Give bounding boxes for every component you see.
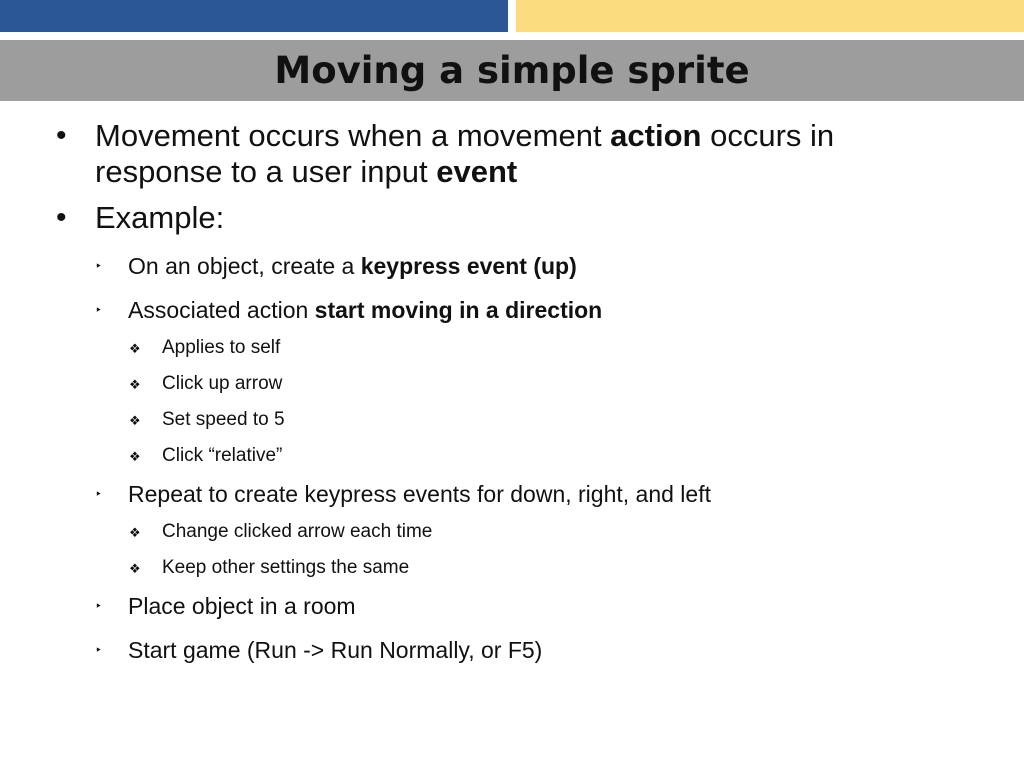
triangle-bullet-icon: ‣ [95, 259, 103, 273]
sub-bullet-repeat [0, 480, 1024, 508]
sub-bullet-text: On an object, create a [128, 253, 361, 279]
triangle-bullet-icon: ‣ [95, 303, 103, 317]
bullet-bold-text: event [436, 154, 518, 189]
sub-bullet-text: Start game (Run -> Run Normally, or F5) [128, 637, 543, 663]
diamond-bullet-icon: ❖ [129, 561, 141, 576]
detail-bullet-text: Keep other settings the same [162, 557, 410, 578]
diamond-bullet-icon: ❖ [129, 413, 141, 428]
sub-bullet-text: Associated action [128, 297, 315, 323]
slide-content [0, 118, 1024, 680]
bullet-dot-icon: • [56, 201, 67, 234]
detail-bullet-text: Applies to self [162, 337, 281, 358]
sub-bullet-action [0, 296, 1024, 324]
detail-bullet [0, 520, 1024, 544]
detail-bullet-text: Click up arrow [162, 373, 283, 394]
detail-bullet-text: Change clicked arrow each time [162, 521, 433, 542]
sub-bullet-place [0, 592, 1024, 620]
top-bar-blue [0, 0, 508, 32]
sub-bullet-keypress [0, 252, 1024, 280]
top-bar-yellow [516, 0, 1024, 32]
diamond-bullet-icon: ❖ [129, 449, 141, 464]
detail-bullet [0, 336, 1024, 360]
bullet-dot-icon: • [56, 119, 67, 152]
bullet-text: Example: [95, 200, 225, 235]
triangle-bullet-icon: ‣ [95, 599, 103, 613]
detail-bullet [0, 556, 1024, 580]
bullet-movement [0, 118, 1024, 190]
bullet-example [0, 200, 1024, 236]
detail-bullet [0, 444, 1024, 468]
detail-bullet [0, 408, 1024, 432]
detail-bullet-text: Click “relative” [162, 445, 283, 466]
sub-bullet-start [0, 636, 1024, 664]
diamond-bullet-icon: ❖ [129, 377, 141, 392]
diamond-bullet-icon: ❖ [129, 525, 141, 540]
slide-title: Moving a simple sprite [274, 49, 750, 92]
sub-bullet-text: Repeat to create keypress events for down, right, and left [128, 481, 711, 507]
sub-bullet-bold-text: start moving in a direction [314, 297, 603, 323]
detail-bullet-text: Set speed to 5 [162, 409, 285, 430]
sub-bullet-bold-text: keypress event (up) [360, 253, 577, 279]
sub-bullet-text: Place object in a room [128, 593, 356, 619]
bullet-text: occurs in response to a user input [95, 118, 835, 189]
bullet-text: Movement occurs when a movement [95, 118, 611, 153]
triangle-bullet-icon: ‣ [95, 643, 103, 657]
diamond-bullet-icon: ❖ [129, 341, 141, 356]
triangle-bullet-icon: ‣ [95, 487, 103, 501]
bullet-bold-text: action [610, 118, 702, 153]
detail-bullet [0, 372, 1024, 396]
